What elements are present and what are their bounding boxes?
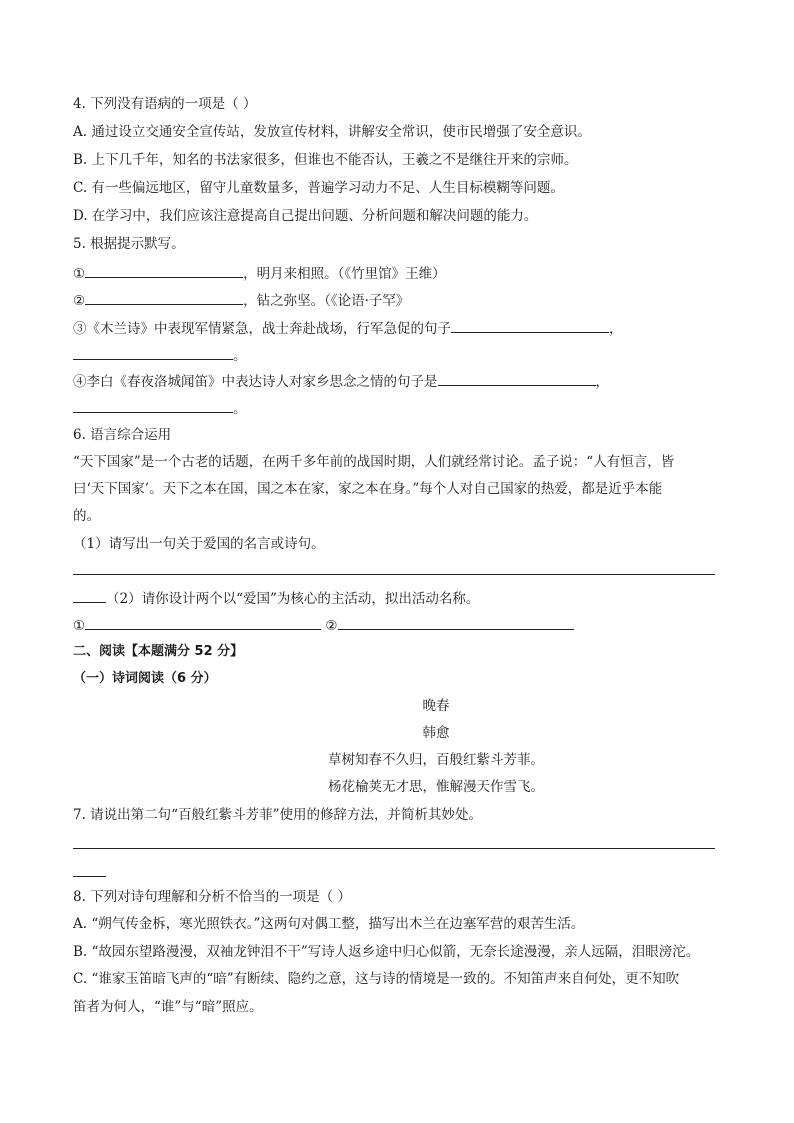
- q7-answer-line[interactable]: [73, 848, 715, 849]
- poem-line-1: 草树知春不久归，百般红紫斗芳菲。: [328, 752, 544, 768]
- q8-stem: 8. 下列对诗句理解和分析不恰当的一项是（ ）: [73, 889, 351, 905]
- q8-option-b: B. “故园东望路漫漫，双袖龙钟泪不干”写诗人返乡途中归心似箭，无奈长途漫漫，亲人远隔，泪眼滂沱。: [73, 944, 700, 960]
- poem-title: 晚春: [422, 698, 450, 714]
- q4-option-a: A. 通过设立交通安全宣传站，发放宣传材料，讲解安全常识，使市民增强了安全意识。: [73, 124, 591, 140]
- poem-author: 韩愈: [422, 725, 450, 741]
- q5-line-3: [73, 318, 623, 338]
- q5-l4-end: 。: [233, 401, 247, 417]
- q5-line-4: [73, 371, 609, 391]
- q6-answer-blank-2[interactable]: [338, 615, 574, 630]
- q4-stem: 4. 下列没有语病的一项是（ ）: [73, 96, 257, 112]
- q6-answer-row: [73, 615, 574, 635]
- q6-ans-num-2: ②: [325, 618, 338, 634]
- section-2-part-1: （一）诗词阅读（6 分）: [73, 671, 217, 686]
- q5-l4-blank-1[interactable]: [438, 371, 596, 386]
- q5-l3-text: ③《木兰诗》中表现军情紧急，战士奔赴战场，行军急促的句子: [73, 321, 451, 337]
- q5-l3-comma: ，: [609, 321, 623, 337]
- q5-stem: 5. 根据提示默写。: [73, 236, 185, 252]
- q6-answer-blank-1[interactable]: [85, 615, 321, 630]
- q6-sub-1: （1）请写出一句关于爱国的名言或诗句。: [73, 536, 325, 552]
- q5-line-3b: [73, 345, 247, 365]
- q5-l2-num: ②: [73, 293, 86, 309]
- q5-l4-text: ④李白《春夜洛城闻笛》中表达诗人对家乡思念之情的句子是: [73, 374, 438, 390]
- q5-l3-blank-1[interactable]: [451, 318, 609, 333]
- q6-sub-2-line: [73, 588, 479, 608]
- q5-l1-blank[interactable]: [85, 263, 243, 278]
- q5-l2-blank[interactable]: [85, 290, 243, 305]
- q6-para-line-3: 的。: [73, 508, 100, 524]
- q5-l3-end: 。: [233, 348, 247, 364]
- q4-option-c: C. 有一些偏远地区，留守儿童数量多，普遍学习动力不足、人生目标模糊等问题。: [73, 180, 564, 196]
- q5-l2-text: ，钻之弥坚。（《论语·子罕》: [243, 293, 410, 309]
- section-2-title: 二、阅读【本题满分 52 分】: [73, 644, 244, 659]
- q8-option-c-line-1: C. “谁家玉笛暗飞声的“暗”有断续、隐约之意，这与诗的情境是一致的。不知笛声来自何处，更不知吹: [73, 971, 680, 987]
- q4-option-b: B. 上下几千年，知名的书法家很多，但谁也不能否认，王羲之不是继往开来的宗师。: [73, 152, 578, 168]
- q8-option-c-line-2: 笛者为何人，“谁”与“暗”照应。: [73, 999, 263, 1015]
- q6-stem: 6. 语言综合运用: [73, 427, 172, 443]
- q5-l1-num: ①: [73, 266, 86, 282]
- q5-line-1: [73, 263, 446, 283]
- q5-l1-text: ，明月来相照。（《竹里馆》王维）: [243, 266, 446, 282]
- q7-answer-line-tail[interactable]: [73, 876, 106, 877]
- q5-line-2: [73, 290, 409, 310]
- q8-option-a: A. “朔气传金柝，寒光照铁衣。”这两句对偶工整，描写出木兰在边塞军营的艰苦生活。: [73, 916, 585, 932]
- poem-line-2: 杨花榆荚无才思，惟解漫天作雪飞。: [328, 779, 544, 795]
- q5-l4-comma: ，: [595, 374, 609, 390]
- q4-option-d: D. 在学习中，我们应该注意提高自己提出问题、分析问题和解决问题的能力。: [73, 208, 538, 224]
- q6-answer-line-1[interactable]: [73, 574, 715, 575]
- q5-l3-blank-2[interactable]: [73, 345, 233, 360]
- q6-answer-line-1-tail[interactable]: [73, 588, 106, 603]
- q6-sub-2: （2）请你设计两个以“爱国”为核心的主活动，拟出活动名称。: [106, 591, 480, 607]
- q6-ans-num-1: ①: [73, 618, 86, 634]
- q5-l4-blank-2[interactable]: [73, 398, 233, 413]
- q6-para-line-2: 曰‘天下国家’。天下之本在国，国之本在家，家之本在身。”每个人对自己国家的热爱，都是近乎本能: [73, 481, 663, 497]
- q5-line-4b: [73, 398, 247, 418]
- q6-para-line-1: “天下国家”是一个古老的话题，在两千多年前的战国时期，人们就经常讨论。孟子说：“人有恒言，皆: [73, 454, 675, 470]
- q7-stem: 7. 请说出第二句“百般红紫斗芳菲”使用的修辞方法，并简析其妙处。: [73, 807, 482, 823]
